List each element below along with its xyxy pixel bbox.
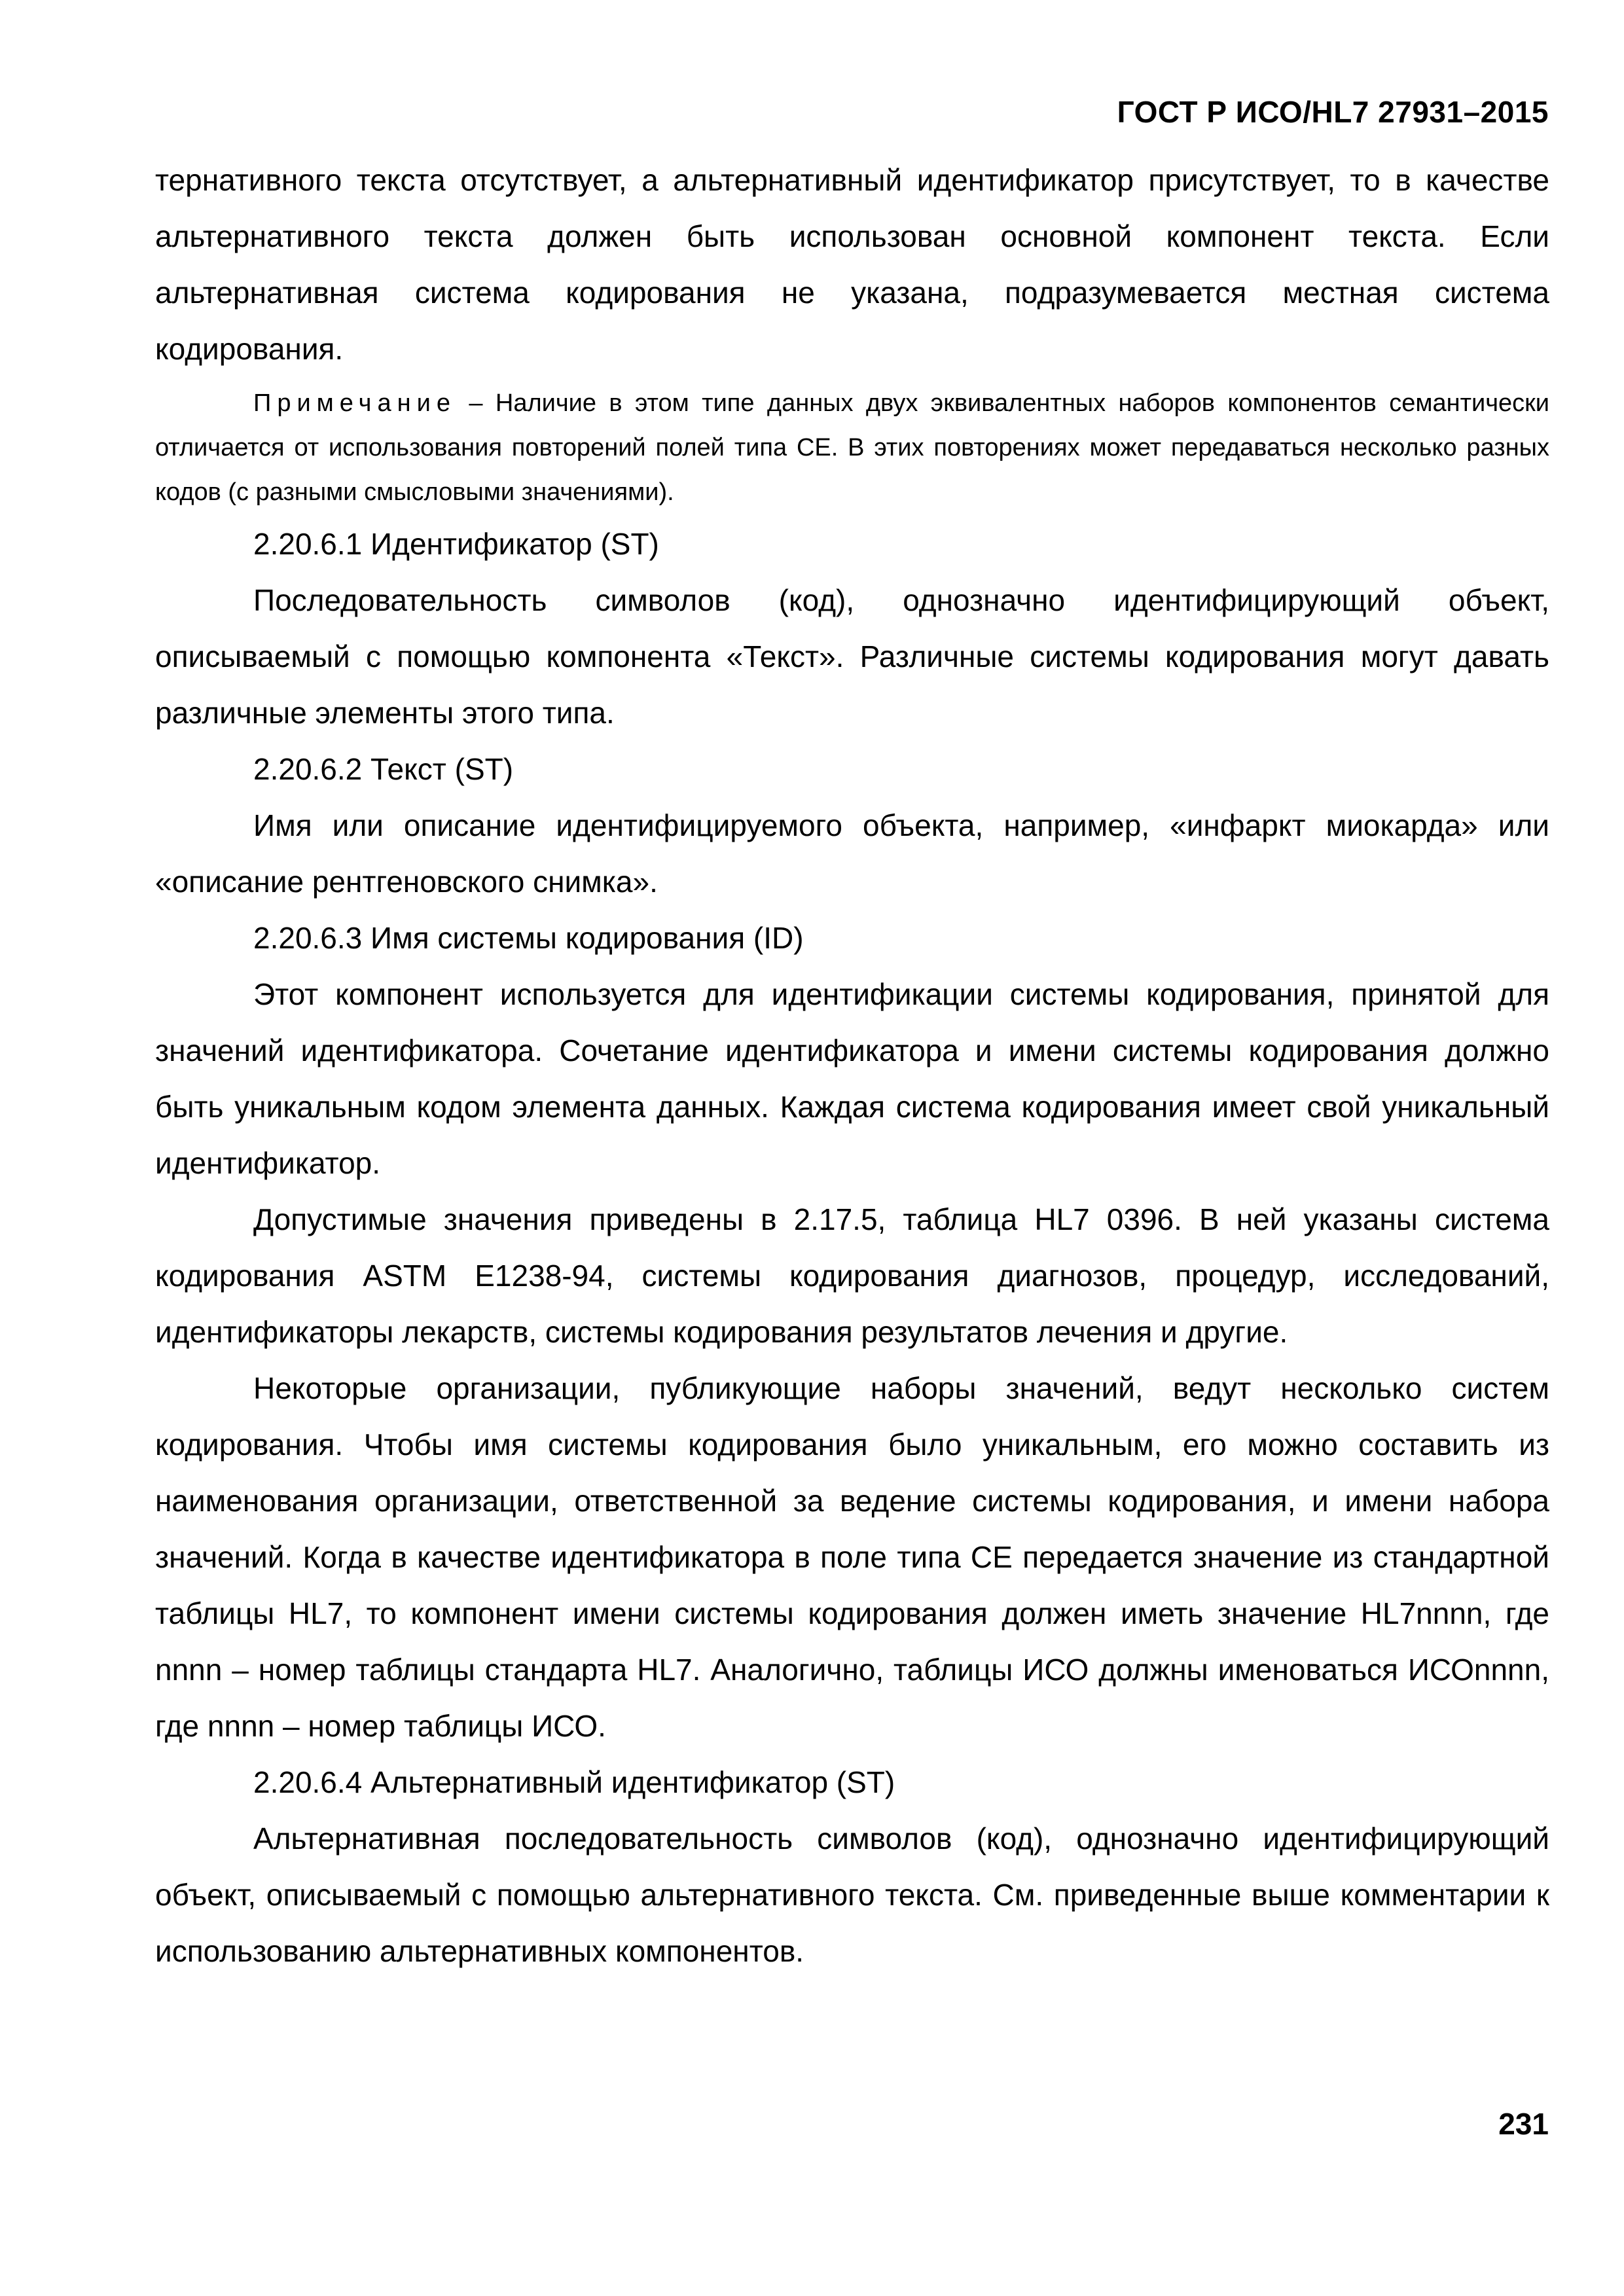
section-heading-text: 2.20.6.2 Текст (ST) <box>253 752 514 786</box>
note <box>155 381 1549 514</box>
section-heading-alternative-identifier: 2.20.6.4 Альтернативный идентификатор (ST) <box>253 1765 895 1799</box>
section-heading-coding-system-name: 2.20.6.3 Имя системы кодирования (ID) <box>253 921 804 955</box>
paragraph-identifier-description: Последовательность символов (код), однозначно идентифицирующий объект, описываемый с помощью компонента «Текст». Различные системы кодирования могут давать различные элементы этого типа. <box>155 583 1549 730</box>
page-body <box>155 152 1549 1979</box>
note-dash: – <box>456 389 496 417</box>
paragraph-alternative-identifier: Альтернативная последовательность символов (код), однозначно идентифицирующий объект, описываемый с помощью альтернативного текста. См. приведенные выше комментарии к использованию альтернативных компонентов. <box>155 1821 1549 1968</box>
section-heading-identifier: 2.20.6.1 Идентификатор (ST) <box>253 527 659 561</box>
paragraph-allowed-values: Допустимые значения приведены в 2.17.5, таблица HL7 0396. В ней указаны система кодирования ASTM E1238-94, системы кодирования диагнозов, процедур, исследований, идентификаторы лекарств, системы кодирования результатов лечения и другие. <box>155 1202 1549 1349</box>
paragraph-text-description: Имя или описание идентифицируемого объекта, например, «инфаркт миокарда» или «описание рентгеновского снимка». <box>155 808 1549 899</box>
paragraph-organizations: Некоторые организации, публикующие наборы значений, ведут несколько систем кодирования. Чтобы имя системы кодирования было уникальным, его можно составить из наименования организации, ответственной за ведение системы кодирования, и имени набора значений. Когда в качестве идентификатора в поле типа CE передается значение из стандартной таблицы HL7, то компонент имени системы кодирования должен иметь значение HL7nnnn, где nnnn – номер таблицы стандарта HL7. Аналогично, таблицы ИСО должны именоваться ИСОnnnn, где nnnn – номер таблицы ИСО. <box>155 1371 1549 1743</box>
note-text: Наличие в этом типе данных двух эквивалентных наборов компонентов семантически отличается от использования повторений полей типа CE. В этих повторениях может передаваться несколько разных кодов (с разными смысловыми значениями). <box>155 389 1549 506</box>
paragraph-coding-system-purpose: Этот компонент используется для идентификации системы кодирования, принятой для значений идентификатора. Сочетание идентификатора и имени системы кодирования должно быть уникальным кодом элемента данных. Каждая система кодирования имеет свой уникальный идентификатор. <box>155 977 1549 1180</box>
paragraph-continuation: тернативного текста отсутствует, а альтернативный идентификатор присутствует, то в качестве альтернативного текста должен быть использован основной компонент текста. Если альтернативная система кодирования не указана, подразумевается местная система кодирования. <box>155 163 1549 366</box>
note-label: Примечание <box>253 389 456 417</box>
page-number: 231 <box>1498 2107 1549 2141</box>
document-code-header: ГОСТ Р ИСО/HL7 27931–2015 <box>1117 95 1549 129</box>
